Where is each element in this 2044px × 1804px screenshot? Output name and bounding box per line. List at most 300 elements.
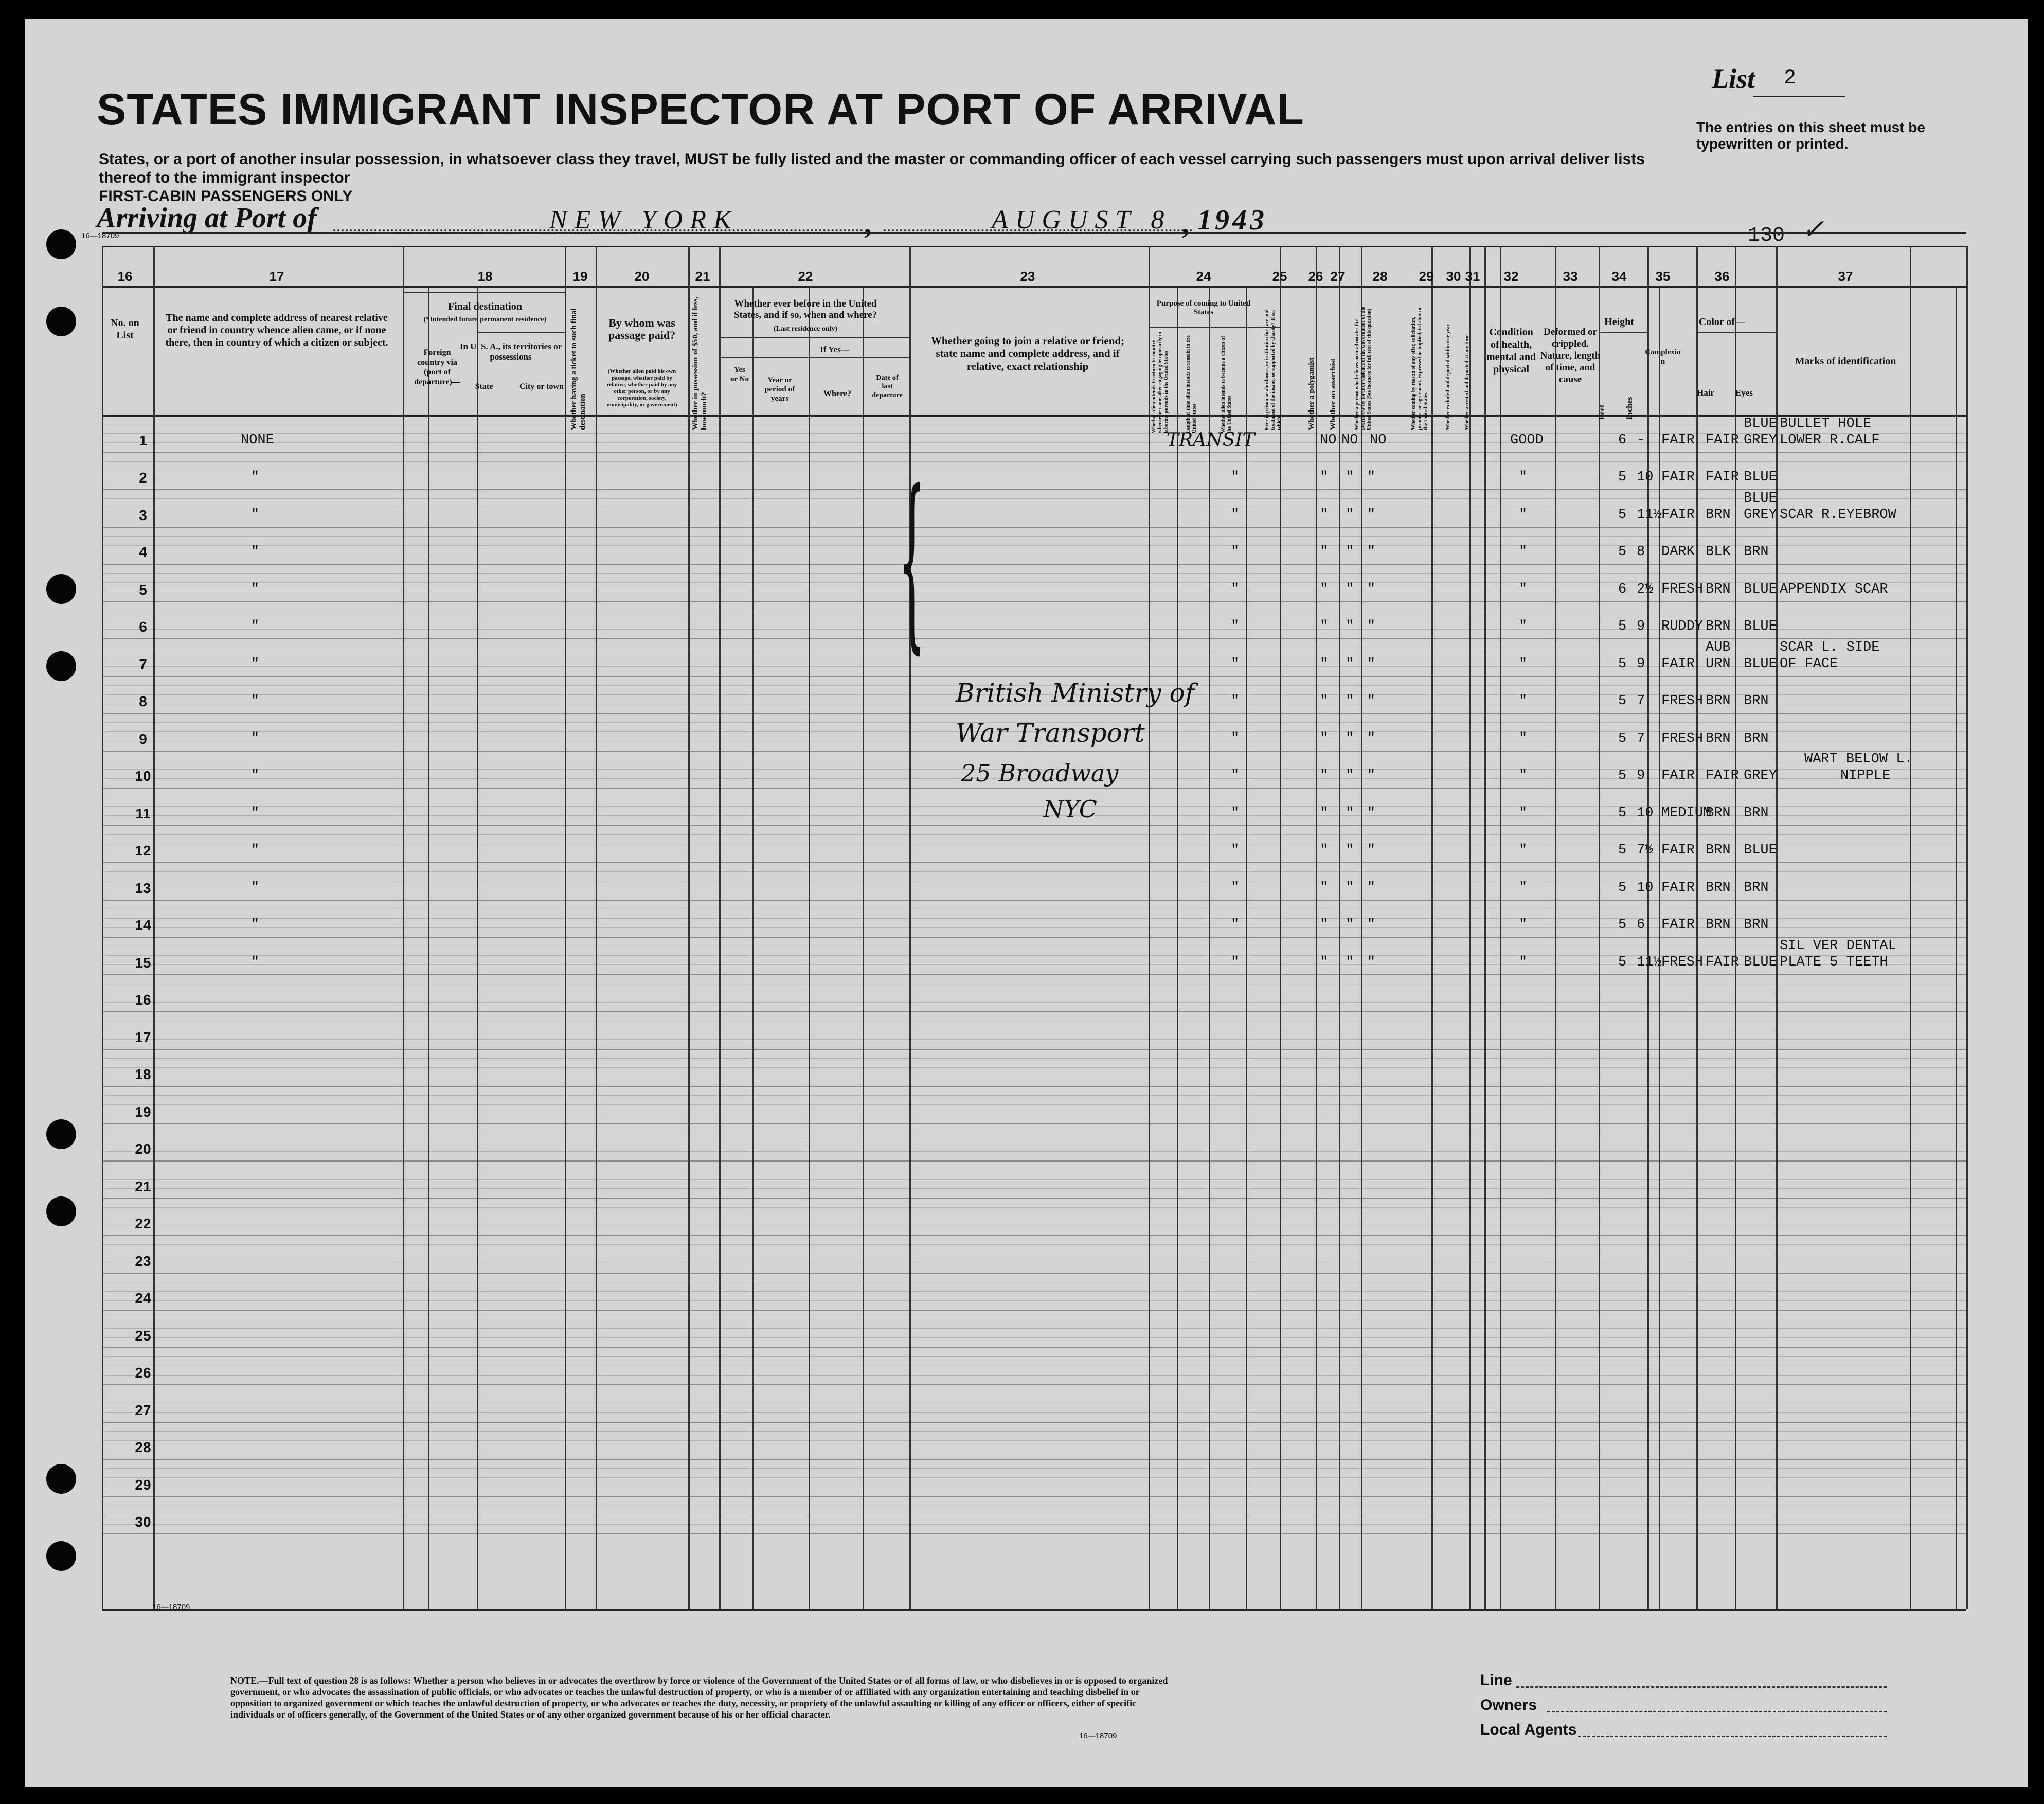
grid-row-line xyxy=(102,1477,1966,1478)
row-number: 1 xyxy=(139,432,147,449)
hair-color: BRN xyxy=(1706,917,1731,933)
grid-row-line xyxy=(102,1468,1966,1469)
grid-column-line xyxy=(477,286,478,1609)
health-condition: " xyxy=(1519,544,1528,560)
nearest-relative: " xyxy=(251,880,260,896)
header-foreign-country: Foreign country via (port of departure)— xyxy=(414,348,460,386)
hair-color: BRN xyxy=(1706,805,1731,821)
header-anarchist: Whether an anarchist xyxy=(1329,358,1337,430)
polygamist: " xyxy=(1320,656,1329,672)
column-number: 32 xyxy=(1503,269,1519,284)
grid-subheader-line xyxy=(403,292,565,293)
grid-row-line xyxy=(102,1011,1966,1012)
question-28: " xyxy=(1367,581,1376,597)
header-ticket: Whether having a ticket to such final destination xyxy=(570,308,587,430)
identification-mark: SIL VER DENTAL xyxy=(1780,938,1896,954)
header-purpose-length: Length of time alien intends to remain in the United States xyxy=(1186,335,1197,433)
grid-column-line xyxy=(1599,246,1600,1609)
row-number: 17 xyxy=(135,1029,151,1045)
handwritten-line-4: NYC xyxy=(1043,795,1098,823)
hair-color: BRN xyxy=(1706,581,1731,597)
purpose: " xyxy=(1231,880,1240,896)
polygamist: " xyxy=(1320,507,1329,523)
grid-row-line xyxy=(102,1273,1966,1274)
header-yes-no: Yes or No xyxy=(730,366,749,383)
height-inches: 9 xyxy=(1637,619,1645,634)
header-city-or-town: City or town xyxy=(519,382,564,391)
height-feet: 5 xyxy=(1618,880,1627,896)
grid-row-line xyxy=(102,1422,1966,1423)
grid-row-line xyxy=(102,638,1966,639)
grid-column-line xyxy=(1177,286,1178,1609)
grid-row-line xyxy=(102,573,1966,574)
header-purpose-citizen: Whether alien intends to become a citizen of the United States xyxy=(1221,336,1232,433)
hair-color: FAIR xyxy=(1706,470,1739,485)
anarchist: " xyxy=(1346,581,1354,597)
row-number: 13 xyxy=(135,880,151,896)
health-condition: " xyxy=(1519,693,1528,709)
complexion: FRESH xyxy=(1661,693,1704,709)
row-number: 12 xyxy=(135,843,151,859)
complexion: RUDDY xyxy=(1661,619,1704,634)
grid-column-line xyxy=(1659,286,1660,1609)
header-hair: Hair xyxy=(1697,388,1714,398)
header-height: Height xyxy=(1604,316,1634,328)
complexion: FAIR xyxy=(1661,656,1695,672)
health-condition: " xyxy=(1519,581,1528,597)
grid-row-line xyxy=(102,1300,1966,1301)
grid-row-line xyxy=(102,1179,1966,1180)
grid-column-line xyxy=(1966,246,1968,1609)
nearest-relative: " xyxy=(251,581,260,597)
nearest-relative: " xyxy=(251,954,260,970)
row-number: 22 xyxy=(135,1216,151,1231)
grid-row-line xyxy=(102,564,1966,565)
polygamist: " xyxy=(1320,954,1329,970)
question-28: " xyxy=(1367,693,1376,709)
health-condition: " xyxy=(1519,843,1528,858)
grid-column-line xyxy=(1431,246,1433,1609)
grid-row-line xyxy=(102,900,1966,901)
header-health: Condition of health, mental and physical xyxy=(1486,327,1536,375)
column-number: 33 xyxy=(1563,269,1578,284)
grid-row-line xyxy=(102,1609,1966,1611)
hair-color: BRN xyxy=(1706,843,1731,858)
height-feet: 5 xyxy=(1618,768,1627,783)
health-condition: " xyxy=(1519,768,1528,783)
grid-row-line xyxy=(102,862,1966,863)
line-signature-line xyxy=(1516,1686,1887,1688)
row-number: 26 xyxy=(135,1365,151,1381)
grid-row-line xyxy=(102,1375,1966,1376)
grid-column-line xyxy=(1209,286,1210,1609)
height-inches: 10 xyxy=(1637,880,1654,896)
header-final-destination: Final destination xyxy=(448,301,522,312)
column-number: 27 xyxy=(1330,269,1346,284)
hair-color: FAIR xyxy=(1706,768,1739,783)
grid-row-line xyxy=(102,1086,1966,1087)
header-where: Where? xyxy=(823,389,851,398)
health-condition: " xyxy=(1519,470,1528,485)
health-condition: " xyxy=(1519,805,1528,821)
agents-signature-line xyxy=(1578,1736,1887,1737)
nearest-relative: " xyxy=(251,730,260,746)
grid-row-line xyxy=(102,1002,1966,1003)
grid-row-line xyxy=(102,1198,1966,1199)
polygamist: " xyxy=(1320,544,1329,560)
row-number: 19 xyxy=(135,1103,151,1120)
height-feet: 5 xyxy=(1618,470,1627,485)
row-number: 24 xyxy=(135,1290,151,1306)
complexion: FAIR xyxy=(1661,507,1695,523)
row-number: 30 xyxy=(135,1514,151,1530)
handwritten-line-3: 25 Broadway xyxy=(961,759,1119,787)
purpose: " xyxy=(1231,730,1240,746)
header-final-destination-note: (*Intended future permanent residence) xyxy=(423,316,547,324)
bracket-brace: { xyxy=(899,451,925,671)
grid-column-line xyxy=(1696,246,1698,1609)
grid-row-line xyxy=(102,452,1966,453)
height-feet: 6 xyxy=(1618,581,1627,597)
anarchist: " xyxy=(1346,917,1354,933)
grid-row-line xyxy=(102,527,1966,528)
header-state: State xyxy=(475,382,493,391)
header-if-yes: If Yes— xyxy=(820,345,850,354)
hair-color: FAIR xyxy=(1706,954,1739,970)
height-inches: 6 xyxy=(1637,917,1645,933)
grid-row-line xyxy=(102,536,1966,537)
eye-color: GREY xyxy=(1744,768,1777,783)
eye-color: BRN xyxy=(1744,805,1769,821)
grid-column-line xyxy=(403,246,404,1609)
health-condition: GOOD xyxy=(1510,432,1544,448)
grid-row-line xyxy=(102,825,1966,826)
purpose: " xyxy=(1231,693,1240,709)
health-condition: " xyxy=(1519,954,1528,970)
grid-column-line xyxy=(1484,246,1486,1609)
row-number: 4 xyxy=(139,544,147,560)
column-number: 30 xyxy=(1446,269,1461,284)
purpose: " xyxy=(1231,619,1240,634)
anarchist: " xyxy=(1346,768,1354,783)
purpose: " xyxy=(1231,470,1240,485)
grid-row-line xyxy=(102,1067,1966,1068)
health-condition: " xyxy=(1519,730,1528,746)
header-polygamist: Whether a polygamist xyxy=(1307,357,1316,430)
nearest-relative: " xyxy=(251,544,260,560)
grid-column-line xyxy=(596,246,597,1609)
column-number: 18 xyxy=(477,269,493,284)
complexion: FAIR xyxy=(1661,470,1695,485)
list-number: 2 xyxy=(1784,67,1797,90)
row-number: 11 xyxy=(135,805,151,821)
purpose: " xyxy=(1231,954,1240,970)
eye-color: BRN xyxy=(1744,693,1769,709)
local-agents-label: Local Agents xyxy=(1480,1721,1577,1738)
anarchist: " xyxy=(1346,656,1354,672)
complexion: FAIR xyxy=(1661,917,1695,933)
question-28: " xyxy=(1367,656,1376,672)
eye-color: BLUE xyxy=(1744,619,1777,634)
row-number: 18 xyxy=(135,1066,151,1082)
question-28: " xyxy=(1367,507,1376,523)
height-inches: 9 xyxy=(1637,768,1645,783)
grid-column-line xyxy=(688,246,690,1609)
question-28: " xyxy=(1367,470,1376,485)
grid-column-line xyxy=(1149,246,1150,1609)
header-prison: Ever in prison or almshouse, or institution for care and treatment of the insane, or supported by charity? If so, which? xyxy=(1264,309,1282,430)
height-inches: 7½ xyxy=(1637,843,1654,858)
owners-label: Owners xyxy=(1480,1696,1537,1713)
grid-row-line xyxy=(102,1095,1966,1096)
handwritten-line-2: War Transport xyxy=(956,718,1145,748)
height-feet: 5 xyxy=(1618,507,1627,523)
complexion: FRESH xyxy=(1661,954,1704,970)
grid-row-line xyxy=(102,1244,1966,1245)
column-number: 23 xyxy=(1020,269,1035,284)
complexion: FRESH xyxy=(1661,730,1704,746)
row-number: 9 xyxy=(139,730,147,747)
column-number: 22 xyxy=(798,269,813,284)
question-28: " xyxy=(1367,805,1376,821)
grid-column-line xyxy=(1910,246,1911,1609)
height-feet: 5 xyxy=(1618,619,1627,634)
eye-color-cont: GREY xyxy=(1744,432,1777,448)
grid-row-line xyxy=(102,834,1966,835)
purpose: " xyxy=(1231,581,1240,597)
footnote-q28: NOTE.—Full text of question 28 is as follows: Whether a person who believes in or advocates the overthrow by force or violence of the Government of the United States or of all forms of law, or who disbelieves in or is opposed to organized government, or who advocates the assassination of public officials, or who advocates or teaches the unlawful destruction of property, or who is a member of or affiliated with any organization entertaining and teaching disbelief in or opposition to organized government or which teaches the unlawful destruction of property, or who advocates or teaches the duty, necessity, or propriety of the unlawful assaulting or killing of any officer or officers, either of specific individuals or of officers generally, of the Government of the United States or of any other organized government because of his or her official character. xyxy=(230,1675,1168,1720)
header-color-of: Color of— xyxy=(1698,316,1746,328)
grid-row-line xyxy=(102,1384,1966,1385)
column-number: 19 xyxy=(572,269,588,284)
anarchist: " xyxy=(1346,954,1354,970)
complexion: FAIR xyxy=(1661,432,1695,448)
check-mark-icon: ✓ xyxy=(1802,215,1824,244)
anarchist: " xyxy=(1346,730,1354,746)
identification-mark: SCAR R.EYEBROW xyxy=(1780,507,1896,523)
header-eyes: Eyes xyxy=(1735,388,1753,398)
height-inches: 7 xyxy=(1637,693,1645,709)
grid-column-line xyxy=(752,286,754,1609)
row-number: 20 xyxy=(135,1141,151,1157)
grid-row-line xyxy=(102,1440,1966,1441)
column-number: 31 xyxy=(1465,269,1480,284)
grid-row-line xyxy=(102,1188,1966,1189)
height-feet: 5 xyxy=(1618,656,1627,672)
grid-row-line xyxy=(102,489,1966,490)
eye-color: BLUE xyxy=(1744,490,1777,506)
identification-mark: APPENDIX SCAR xyxy=(1780,581,1888,597)
hair-color: BLK xyxy=(1706,544,1731,560)
nearest-relative: " xyxy=(251,768,260,783)
grid-row-line xyxy=(102,1431,1966,1432)
question-28: " xyxy=(1367,917,1376,933)
hair-color: FAIR xyxy=(1706,432,1739,448)
identification-mark-cont: OF FACE xyxy=(1780,656,1838,672)
nearest-relative: " xyxy=(251,470,260,485)
row-number: 8 xyxy=(139,693,147,709)
grid-row-line xyxy=(102,1104,1966,1105)
owners-signature-line xyxy=(1547,1711,1887,1712)
grid-column-line xyxy=(565,246,566,1609)
row-number: 16 xyxy=(135,992,151,1008)
grid-row-line xyxy=(102,286,1966,288)
polygamist: " xyxy=(1320,470,1329,485)
height-inches: 7 xyxy=(1637,730,1645,746)
header-last-residence: (Last residence only) xyxy=(773,325,838,333)
grid-row-line xyxy=(102,1160,1966,1162)
column-number: 36 xyxy=(1714,269,1730,284)
grid-column-line xyxy=(1280,246,1281,1609)
grid-row-line xyxy=(102,1347,1966,1348)
height-inches: 10 xyxy=(1637,470,1654,485)
header-passage-paid: By whom was passage paid? xyxy=(608,316,676,342)
nearest-relative: " xyxy=(251,507,260,523)
polygamist: " xyxy=(1320,768,1329,783)
row-number: 3 xyxy=(139,507,147,523)
port-value: NEW YORK xyxy=(549,205,739,235)
eye-color-cont: GREY xyxy=(1744,507,1777,523)
row-number: 2 xyxy=(139,470,147,486)
header-complexion: Complexion xyxy=(1645,348,1681,366)
polygamist: " xyxy=(1320,581,1329,597)
height-feet: 5 xyxy=(1618,843,1627,858)
header-purpose-return: Whether alien intends to return to country whence he came after engaging temporarily in laboring pursuits in the United States xyxy=(1151,332,1169,433)
complexion: MEDIUM xyxy=(1661,805,1712,821)
row-number: 28 xyxy=(135,1439,151,1455)
grid-row-line xyxy=(102,1123,1966,1124)
question-28: " xyxy=(1367,880,1376,896)
header-nearest-relative: The name and complete address of nearest relative or friend in country whence alien came, or if none there, then in country of which a citizen or subject. xyxy=(165,312,388,348)
grid-column-line xyxy=(1339,246,1340,1609)
eye-color: BRN xyxy=(1744,730,1769,746)
purpose: " xyxy=(1231,656,1240,672)
polygamist: " xyxy=(1320,880,1329,896)
purpose: " xyxy=(1231,917,1240,933)
health-condition: " xyxy=(1519,880,1528,896)
polygamist: " xyxy=(1320,917,1329,933)
complexion: FAIR xyxy=(1661,880,1695,896)
handwritten-line-1: British Ministry of xyxy=(956,678,1195,708)
anarchist: " xyxy=(1346,805,1354,821)
grid-row-line xyxy=(102,871,1966,872)
height-feet: 5 xyxy=(1618,917,1627,933)
eye-color: BLUE xyxy=(1744,581,1777,597)
polygamist: " xyxy=(1320,619,1329,634)
nearest-relative: " xyxy=(251,693,260,709)
grid-column-line xyxy=(1316,246,1317,1609)
height-inches: 8 xyxy=(1637,544,1645,560)
page-title: STATES IMMIGRANT INSPECTOR AT PORT OF ARRIVAL xyxy=(97,85,1304,134)
grid-row-line xyxy=(102,676,1966,677)
form-number: 16—18709 xyxy=(81,231,119,240)
arriving-label: Arriving at Port of xyxy=(97,202,317,234)
grid-row-line xyxy=(102,1058,1966,1059)
question-28: " xyxy=(1367,619,1376,634)
anarchist: " xyxy=(1346,544,1354,560)
eye-color: BRN xyxy=(1744,544,1769,560)
eye-color: BRN xyxy=(1744,880,1769,896)
column-number: 34 xyxy=(1611,269,1627,284)
polygamist: " xyxy=(1320,730,1329,746)
column-number: 35 xyxy=(1655,269,1671,284)
header-passage-note: (Whether alien paid his own passage, whether paid by relative, whether paid by any other person, or by any corporation, society, municipality, or government) xyxy=(606,368,677,408)
eye-color: BLUE xyxy=(1744,416,1777,432)
row-number: 21 xyxy=(135,1178,151,1194)
eye-color: BLUE xyxy=(1744,470,1777,485)
header-q28: Whether a person who believes in or advocates the overthrow by force or violence of the Government of the United States (See footnote for full text of this question) xyxy=(1354,307,1372,430)
year-value: 1943 xyxy=(1197,204,1267,236)
purpose: " xyxy=(1231,843,1240,858)
grid-column-line xyxy=(102,246,103,1609)
height-feet: 6 xyxy=(1618,432,1627,448)
header-no-on-list: No. on List xyxy=(111,317,139,341)
column-number: 28 xyxy=(1372,269,1388,284)
entries-note: The entries on this sheet must be typewritten or printed. xyxy=(1696,119,1925,152)
header-deformed: Deformed or crippled. Nature, length of time, and cause xyxy=(1540,327,1601,385)
complexion: FAIR xyxy=(1661,768,1695,783)
grid-row-line xyxy=(102,1337,1966,1338)
grid-subheader-line xyxy=(719,357,909,358)
row-number: 10 xyxy=(135,768,151,784)
identification-mark: WART BELOW L. xyxy=(1804,752,1913,767)
form-number-footnote: 16—18709 xyxy=(1079,1731,1117,1740)
list-label: List xyxy=(1712,63,1755,94)
grid-row-line xyxy=(102,788,1966,789)
grid-column-line xyxy=(1469,246,1471,1609)
anarchist: NO xyxy=(1341,432,1358,448)
grid-subheader-line xyxy=(1149,327,1280,328)
date-value: AUGUST 8 xyxy=(992,205,1172,235)
identification-mark: BULLET HOLE xyxy=(1780,416,1872,432)
question-28: " xyxy=(1367,843,1376,858)
grid-row-line xyxy=(102,1291,1966,1292)
grid-row-line xyxy=(102,246,1966,247)
eye-color: BLUE xyxy=(1744,656,1777,672)
eye-color: BLUE xyxy=(1744,843,1777,858)
hair-color: BRN xyxy=(1706,507,1731,523)
grid-row-line xyxy=(102,1151,1966,1152)
question-28: " xyxy=(1367,768,1376,783)
hair-color-cont: URN xyxy=(1706,656,1731,672)
anarchist: " xyxy=(1346,619,1354,634)
grid-row-line xyxy=(102,1039,1966,1040)
grid-row-line xyxy=(102,974,1966,975)
height-inches: 11½ xyxy=(1637,507,1662,523)
stamp-number: 130 xyxy=(1748,224,1785,247)
row-number: 5 xyxy=(139,581,147,598)
header-feet: Feet xyxy=(1598,404,1606,420)
header-date-last-departure: Date of last departure xyxy=(872,374,903,399)
identification-mark: SCAR L. SIDE xyxy=(1780,639,1880,655)
grid-column-line xyxy=(1500,246,1501,1609)
health-condition: " xyxy=(1519,619,1528,634)
health-condition: " xyxy=(1519,507,1528,523)
grid-column-line xyxy=(1647,246,1649,1609)
height-inches: - xyxy=(1637,432,1645,448)
hair-color: BRN xyxy=(1706,693,1731,709)
anarchist: " xyxy=(1346,843,1354,858)
class-line: FIRST-CABIN PASSENGERS ONLY xyxy=(99,188,353,205)
grid-row-line xyxy=(102,1207,1966,1208)
header-fifty-dollars: Whether in possession of $50, and if less, how much? xyxy=(691,296,708,430)
grid-column-line xyxy=(1735,246,1736,1609)
column-number: 17 xyxy=(269,269,284,284)
grid-row-line xyxy=(102,415,1966,417)
height-feet: 5 xyxy=(1618,730,1627,746)
grid-subheader-line xyxy=(1599,332,1647,333)
polygamist: " xyxy=(1320,843,1329,858)
